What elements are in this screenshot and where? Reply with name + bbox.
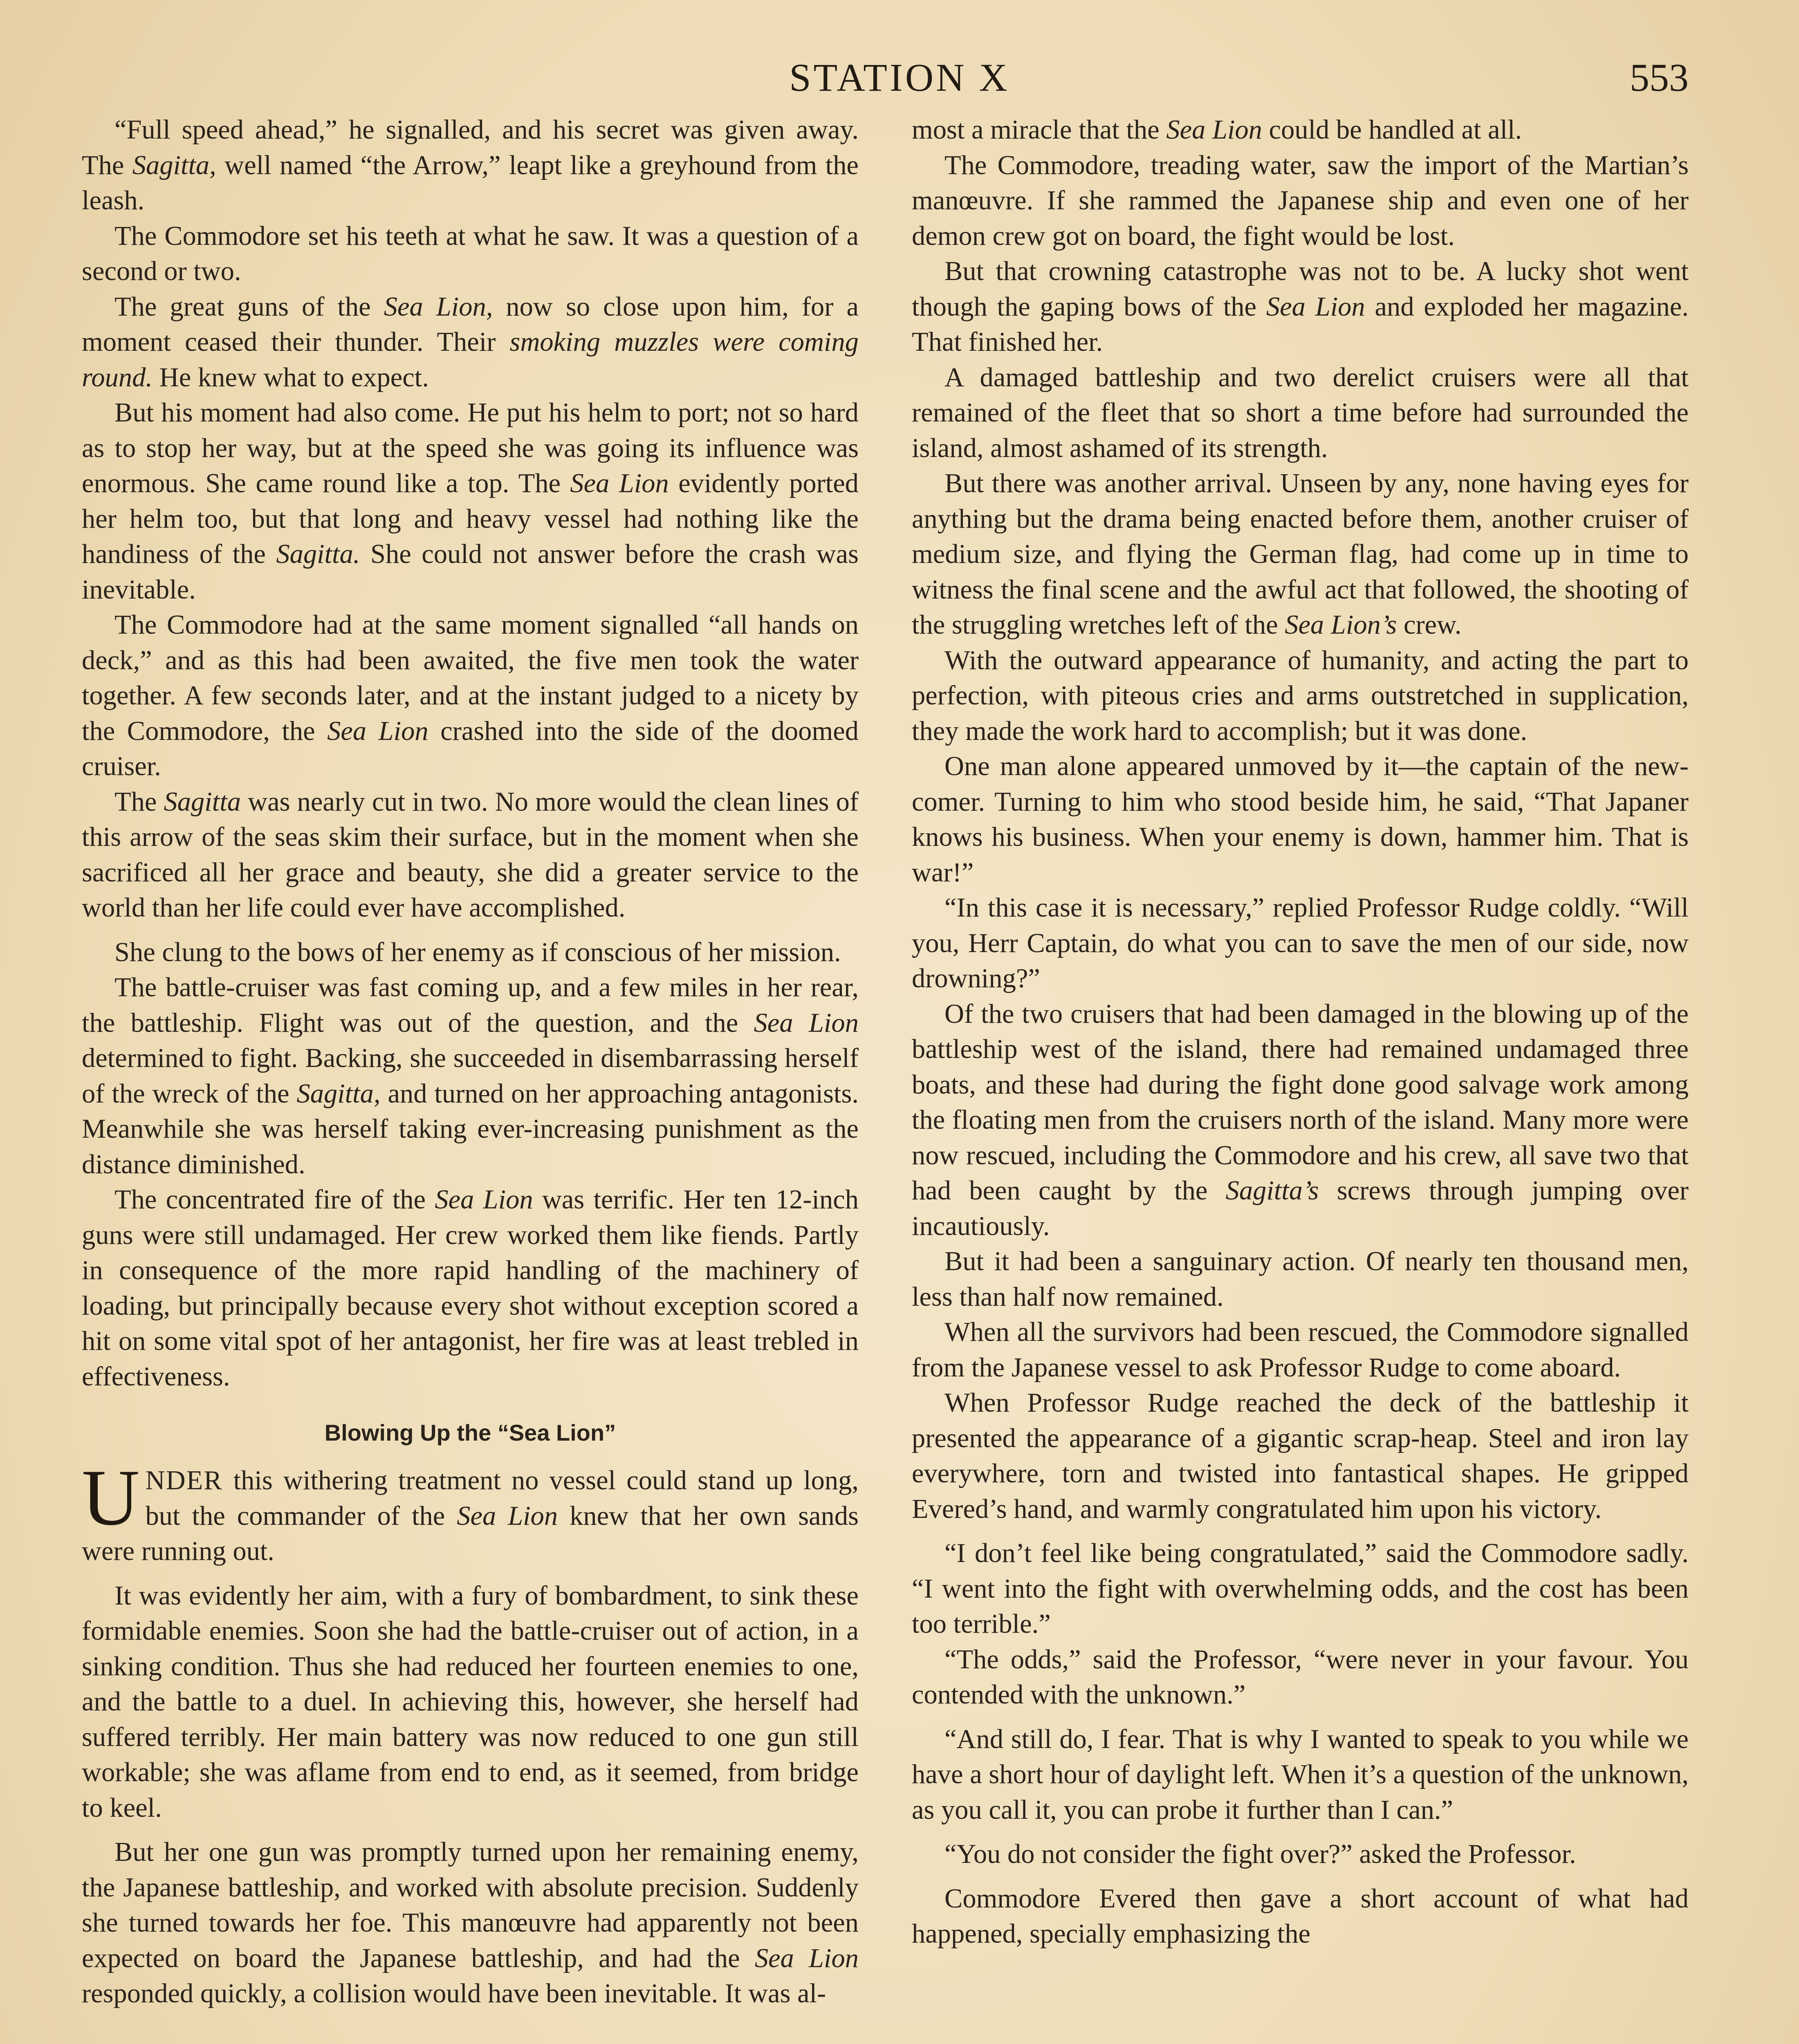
paragraph: A damaged battleship and two derelict cruisers were all that remained of the fleet that so short a time before had surrounded the island, almost ashamed of its strength. [912, 362, 1689, 463]
paragraph: But her one gun was promptly turned upon her remaining enemy, the Japanese battleship, and worked with absolute precision. Suddenly she turned towards her foe. This manœuvre had apparently not been expected on board the Japanese battleship, and had the Sea Lion responded quickly, a collision would have been inevitable. It was al- [82, 1837, 859, 2008]
running-head [0, 49, 1799, 106]
paragraph: When Professor Rudge reached the deck of the battleship it presented the appearance of a gigantic scrap-heap. Steel and iron lay everywhere, torn and twisted into fantastical shapes. He gripped Evered’s hand, and warmly congratulated him upon his victory. [912, 1388, 1689, 1524]
paragraph: Of the two cruisers that had been damaged in the blowing up of the battleship west of the island, there had remained undamaged three boats, and these had during the fight done good salvage work among the floating men from the cruisers north of the island. Many more were now rescued, including the Commodore and his crew, all save two that had been caught by the Sagitta’s screws through jumping over incautiously. [912, 999, 1689, 1241]
paragraph: The Commodore had at the same moment signalled “all hands on deck,” and as this had been awaited, the five men took the water together. A few seconds later, and at the instant judged to a nicety by the Commodore, the Sea Lion crashed into the side of the doomed cruiser. [82, 610, 859, 781]
paragraph: One man alone appeared unmoved by it—the captain of the new-comer. Turning to him who stood beside him, he said, “That Japaner knows his business. When your enemy is down, hammer him. That is war!” [912, 751, 1689, 888]
paragraph: It was evidently her aim, with a fury of bombardment, to sink these formidable enemies. Soon she had the battle-cruiser out of action, in a sinking condition. Thus she had reduced her fourteen enemies to one, and the battle to a duel. In achieving this, however, she herself had suffered terribly. Her main battery was now reduced to one gun still workable; she was aflame from end to end, as it seemed, from bridge to keel. [82, 1580, 859, 1823]
page-number: 553 [1630, 56, 1689, 99]
paragraph: most a miracle that the Sea Lion could be handled at all. [912, 115, 1522, 145]
paragraph: The concentrated fire of the Sea Lion was terrific. Her ten 12-inch guns were still undamaged. Her crew worked them like fiends. Partly in consequence of the more rapid handling of the machinery of loading, but principally because every shot without exception scored a hit on some vital spot of her antagonist, her fire was at least trebled in effectiveness. [82, 1185, 859, 1392]
left-column [82, 112, 859, 2044]
paragraph: Commodore Evered then gave a short account of what had happened, specially emphasizing the [912, 1883, 1689, 1949]
paragraph: But that crowning catastrophe was not to be. A lucky shot went though the gaping bows of the Sea Lion and exploded her magazine. That finished her. [912, 256, 1689, 357]
paragraph: “I don’t feel like being congratulated,” said the Commodore sadly. “I went into the fight with overwhelming odds, and the cost has been too terrible.” [912, 1538, 1689, 1639]
paragraph: When all the survivors had been rescued, the Commodore signalled from the Japanese vessel to ask Professor Rudge to come aboard. [912, 1317, 1689, 1383]
paragraph: But his moment had also come. He put his helm to port; not so hard as to stop her way, but at the speed she was going its influence was enormous. She came round like a top. The Sea Lion evidently ported her helm too, but that long and heavy vessel had nothing like the handiness of the Sagitta. She could not answer before the crash was inevitable. [82, 398, 859, 605]
paragraph: But there was another arrival. Unseen by any, none having eyes for anything but the drama being enacted before them, another cruiser of medium size, and flying the German flag, had come up in time to witness the final scene and the awful act that followed, the shooting of the struggling wretches left of the Sea Lion’s crew. [912, 468, 1689, 640]
section-heading: Blowing Up the “Sea Lion” [324, 1420, 616, 1446]
page-title: STATION X [789, 56, 1010, 99]
paragraph: “And still do, I fear. That is why I wanted to speak to you while we have a short hour of daylight left. When it’s a question of the unknown, as you call it, you can probe it further than I can.” [912, 1724, 1689, 1825]
right-column [912, 112, 1689, 2044]
paragraph: With the outward appearance of humanity, and acting the part to perfection, with piteous cries and arms outstretched in supplication, they made the work hard to accomplish; but it was done. [912, 645, 1689, 746]
paragraph: But it had been a sanguinary action. Of nearly ten thousand men, less than half now remained. [912, 1246, 1689, 1312]
paragraph: The Commodore set his teeth at what he saw. It was a question of a second or two. [82, 221, 859, 286]
paragraph: “Full speed ahead,” he signalled, and his secret was given away. The Sagitta, well named “the Arrow,” leapt like a greyhound from the leash. [82, 115, 859, 215]
paragraph: “The odds,” said the Professor, “were never in your favour. You contended with the unknown.” [912, 1644, 1689, 1710]
paragraph: The Commodore, treading water, saw the import of the Martian’s manœuvre. If she rammed the Japanese ship and even one of her demon crew got on board, the fight would be lost. [912, 150, 1689, 251]
paragraph: The Sagitta was nearly cut in two. No more would the clean lines of this arrow of the seas skim their surface, but in the moment when she sacrificed all her grace and beauty, she did a greater service to the world than her life could ever have accomplished. [82, 787, 859, 923]
paragraph: The great guns of the Sea Lion, now so close upon him, for a moment ceased their thunder. Their smoking muzzles were coming round. He knew what to expect. [82, 291, 859, 392]
paragraph: She clung to the bows of her enemy as if conscious of her mission. [114, 937, 841, 967]
paragraph: “You do not consider the fight over?” asked the Professor. [944, 1839, 1576, 1869]
drop-cap: U [82, 1453, 140, 1542]
paragraph: The battle-cruiser was fast coming up, and a few miles in her rear, the battleship. Flight was out of the question, and the Sea Lion determined to fight. Backing, she succeeded in disembarrassing herself of the wreck of the Sagitta, and turned on her approaching antagonists. Meanwhile she was herself taking ever-increasing punishment as the distance diminished. [82, 973, 859, 1179]
paragraph: UNDER this withering treatment no vessel could stand up long, but the commander of the Sea Lion knew that her own sands were running out. [82, 1453, 859, 1566]
paragraph: “In this case it is necessary,” replied Professor Rudge coldly. “Will you, Herr Captain, do what you can to save the men of our side, now drowning?” [912, 893, 1689, 993]
